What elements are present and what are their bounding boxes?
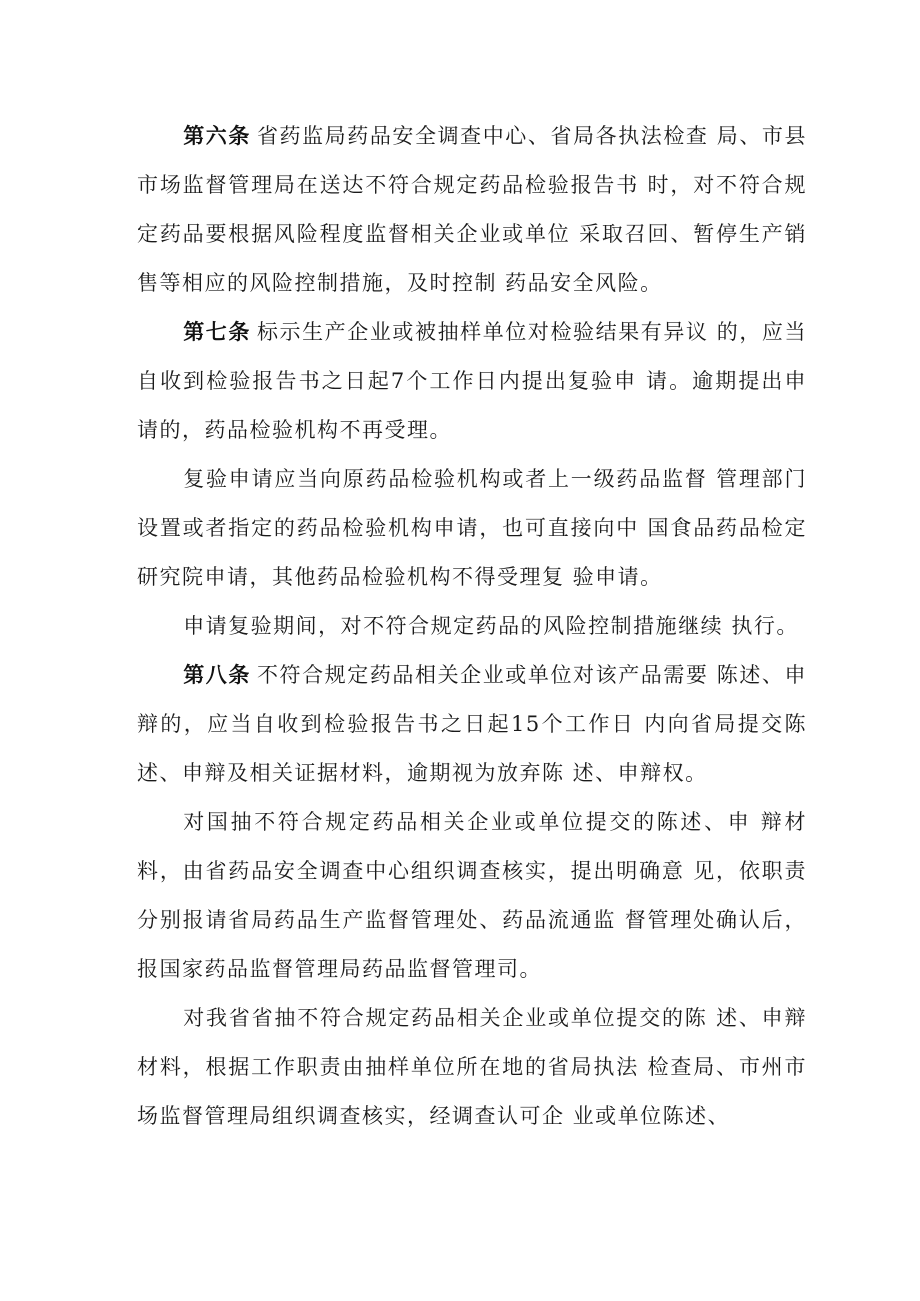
paragraph-text: 标示生产企业或被抽样单位对检验结果有异议 的，应当自收到检验报告书之日起7个工作日内提出复验申 请。逾期提出申请的，药品检验机构不再受理。: [137, 320, 807, 442]
paragraph-text: 省药监局药品安全调查中心、省局各执法检查 局、市县市场监督管理局在送达不符合规定药品检验报告书 时，对不符合规定药品要根据风险程度监督相关企业或单位 采取召回、暂停生产销售等相应的风险控制措施，及时控制 药品安全风险。: [137, 124, 807, 295]
paragraph-text: 不符合规定药品相关企业或单位对该产品需要 陈述、申辩的，应当自收到检验报告书之日起15个工作日 内向省局提交陈述、申辩及相关证据材料，逾期视为放弃陈 述、申辩权。: [137, 663, 807, 785]
article-heading-8: 第八条: [183, 663, 251, 687]
paragraph-article-6: [137, 112, 807, 308]
paragraph-reinspection-period: [137, 602, 807, 651]
paragraph-text: 申请复验期间，对不符合规定药品的风险控制措施继续 执行。: [183, 614, 799, 638]
paragraph-text: 复验申请应当向原药品检验机构或者上一级药品监督 管理部门设置或者指定的药品检验机构申请，也可直接向中 国食品药品检定研究院申请，其他药品检验机构不得受理复 验申请。: [137, 467, 807, 589]
paragraph-article-8: [137, 651, 807, 798]
article-heading-7: 第七条: [183, 320, 251, 344]
article-heading-6: 第六条: [183, 124, 251, 148]
paragraph-reinspection-application: [137, 455, 807, 602]
document-body: [137, 112, 807, 1141]
paragraph-national-sampling: [137, 798, 807, 994]
paragraph-provincial-sampling: [137, 994, 807, 1141]
paragraph-text: 对国抽不符合规定药品相关企业或单位提交的陈述、申 辩材料，由省药品安全调查中心组织调查核实，提出明确意 见，依职责分别报请省局药品生产监督管理处、药品流通监 督管理处确认后，报国家药品监督管理局药品监督管理司。: [137, 810, 807, 981]
paragraph-text: 对我省省抽不符合规定药品相关企业或单位提交的陈 述、申辩材料，根据工作职责由抽样单位所在地的省局执法 检查局、市州市场监督管理局组织调查核实，经调查认可企 业或单位陈述、: [137, 1006, 807, 1128]
paragraph-article-7: [137, 308, 807, 455]
